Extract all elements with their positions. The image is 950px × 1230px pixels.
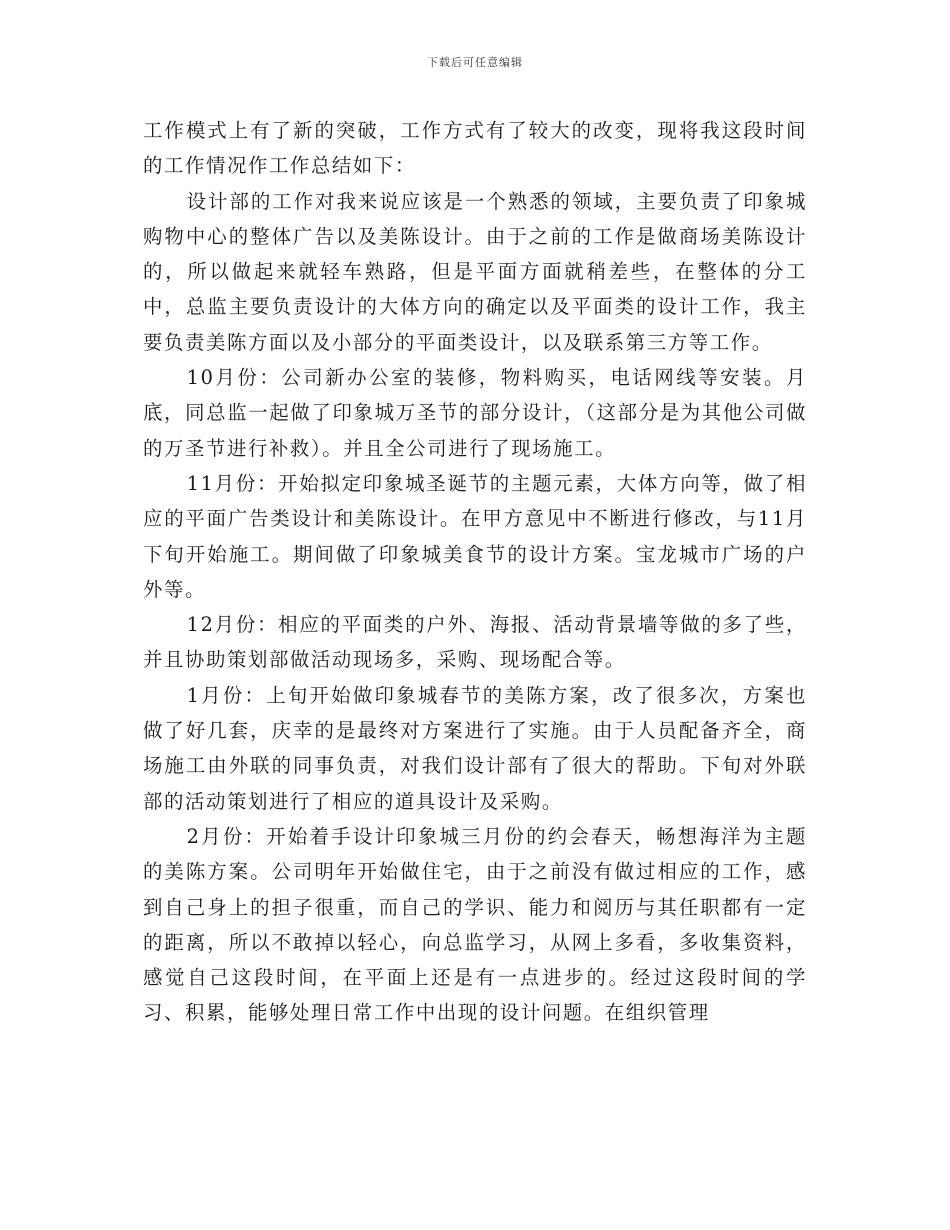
paragraph-continuation: 工作模式上有了新的突破，工作方式有了较大的改变，现将我这段时间的工作情况作工作总结如下： bbox=[143, 119, 807, 178]
paragraph-february: 2月份：开始着手设计印象城三月份的约会春天，畅想海洋为主题的美陈方案。公司明年开始做住宅，由于之前没有做过相应的工作，感到自己身上的担子很重，而自己的学识、能力和阅历与其任职都有一定的距离，所以不敢掉以轻心，向总监学习，从网上多看，多收集资料，感觉自己这段时间，在平面上还是有一点进步的。经过这段时间的学习、积累，能够处理日常工作中出现的设计问题。在组织管理 bbox=[143, 824, 807, 1025]
paragraph-january: 1月份：上旬开始做印象城春节的美陈方案，改了很多次，方案也做了好几套，庆幸的是最终对方案进行了实施。由于人员配备齐全，商场施工由外联的同事负责，对我们设计部有了很大的帮助。下旬对外联部的活动策划进行了相应的道具设计及采购。 bbox=[143, 683, 807, 813]
paragraph-design-department: 设计部的工作对我来说应该是一个熟悉的领域，主要负责了印象城购物中心的整体广告以及美陈设计。由于之前的工作是做商场美陈设计的，所以做起来就轻车熟路，但是平面方面就稍差些，在整体的分工中，总监主要负责设计的大体方向的确定以及平面类的设计工作，我主要负责美陈方面以及小部分的平面类设计，以及联系第三方等工作。 bbox=[143, 189, 807, 354]
paragraph-october: 10月份：公司新办公室的装修，物料购买，电话网线等安装。月底，同总监一起做了印象城万圣节的部分设计，（这部分是为其他公司做的万圣节进行补救）。并且全公司进行了现场施工。 bbox=[143, 366, 807, 460]
paragraph-november: 11月份：开始拟定印象城圣诞节的主题元素，大体方向等，做了相应的平面广告类设计和美陈设计。在甲方意见中不断进行修改，与11月下旬开始施工。期间做了印象城美食节的设计方案。宝龙城市广场的户外等。 bbox=[143, 471, 807, 601]
paragraph-december: 12月份：相应的平面类的户外、海报、活动背景墙等做的多了些，并且协助策划部做活动现场多，采购、现场配合等。 bbox=[143, 613, 807, 672]
document-body bbox=[143, 113, 807, 1031]
header-note: 下载后可任意编辑 bbox=[427, 56, 523, 69]
